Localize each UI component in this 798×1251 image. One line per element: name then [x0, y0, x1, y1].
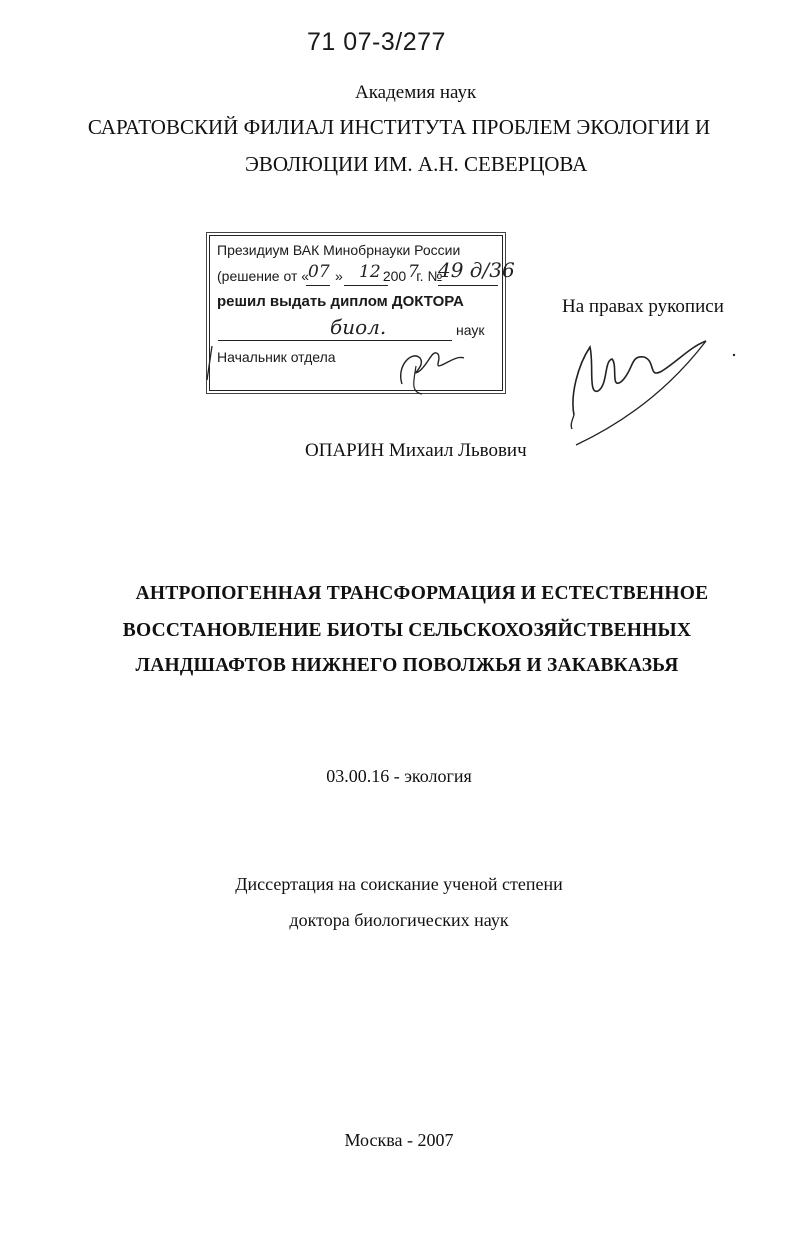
stamp-field-handwritten: биол.: [330, 315, 387, 339]
stamp-day-handwritten: 07: [308, 262, 330, 282]
dissertation-title-line-1: АНТРОПОГЕННАЯ ТРАНСФОРМАЦИЯ И ЕСТЕСТВЕННОЕ: [135, 583, 709, 604]
author-name: ОПАРИН Михаил Львович: [305, 440, 527, 461]
stamp-margin-mark-icon: [204, 344, 218, 384]
institute-name-line-2: ЭВОЛЮЦИИ ИМ. А.Н. СЕВЕРЦОВА: [245, 152, 588, 176]
dissertation-title-line-2: ВОССТАНОВЛЕНИЕ БИОТЫ СЕЛЬСКОХОЗЯЙСТВЕННЫХ: [122, 620, 692, 641]
vak-stamp: [209, 235, 515, 391]
document-number: 71 07-3/277: [307, 28, 446, 56]
stamp-presidium-line: Президиум ВАК Минобрнауки России: [217, 242, 461, 258]
stamp-decision-number-handwritten: 49 д/36: [438, 258, 515, 282]
stamp-year-handwritten: 7: [408, 262, 419, 282]
specialty-code: 03.00.16 - экология: [326, 766, 472, 786]
stamp-head-of-department: Начальник отдела: [217, 349, 336, 365]
stamp-month-underline: [344, 285, 388, 286]
dissertation-title-line-3: ЛАНДШАФТОВ НИЖНЕГО ПОВОЛЖЬЯ И ЗАКАВКАЗЬЯ: [135, 655, 679, 676]
institute-name-line-1: САРАТОВСКИЙ ФИЛИАЛ ИНСТИТУТА ПРОБЛЕМ ЭКОЛОГИИ И: [87, 115, 711, 139]
stamp-day-underline: [306, 285, 330, 286]
stamp-signature-icon: [392, 336, 472, 396]
stamp-award-line: решил выдать диплом ДОКТОРА: [217, 293, 464, 310]
stamp-decision-prefix: (решение от «: [217, 268, 310, 284]
stamp-decision-mid2: 200: [382, 268, 407, 284]
stamp-number-underline: [438, 285, 498, 286]
degree-line-2: доктора биологических наук: [289, 910, 509, 930]
stamp-month-handwritten: 12: [359, 262, 381, 282]
academy-name: Академия наук: [355, 82, 477, 103]
city-and-year: Москва - 2007: [344, 1130, 454, 1150]
author-signature-icon: [560, 325, 750, 455]
stamp-decision-mid3: г. №: [416, 268, 443, 284]
rights-note: На правах рукописи: [562, 296, 724, 317]
degree-line-1: Диссертация на соискание ученой степени: [235, 874, 563, 894]
stamp-science-suffix: наук: [456, 322, 485, 338]
stamp-decision-mid1: »: [335, 268, 343, 284]
